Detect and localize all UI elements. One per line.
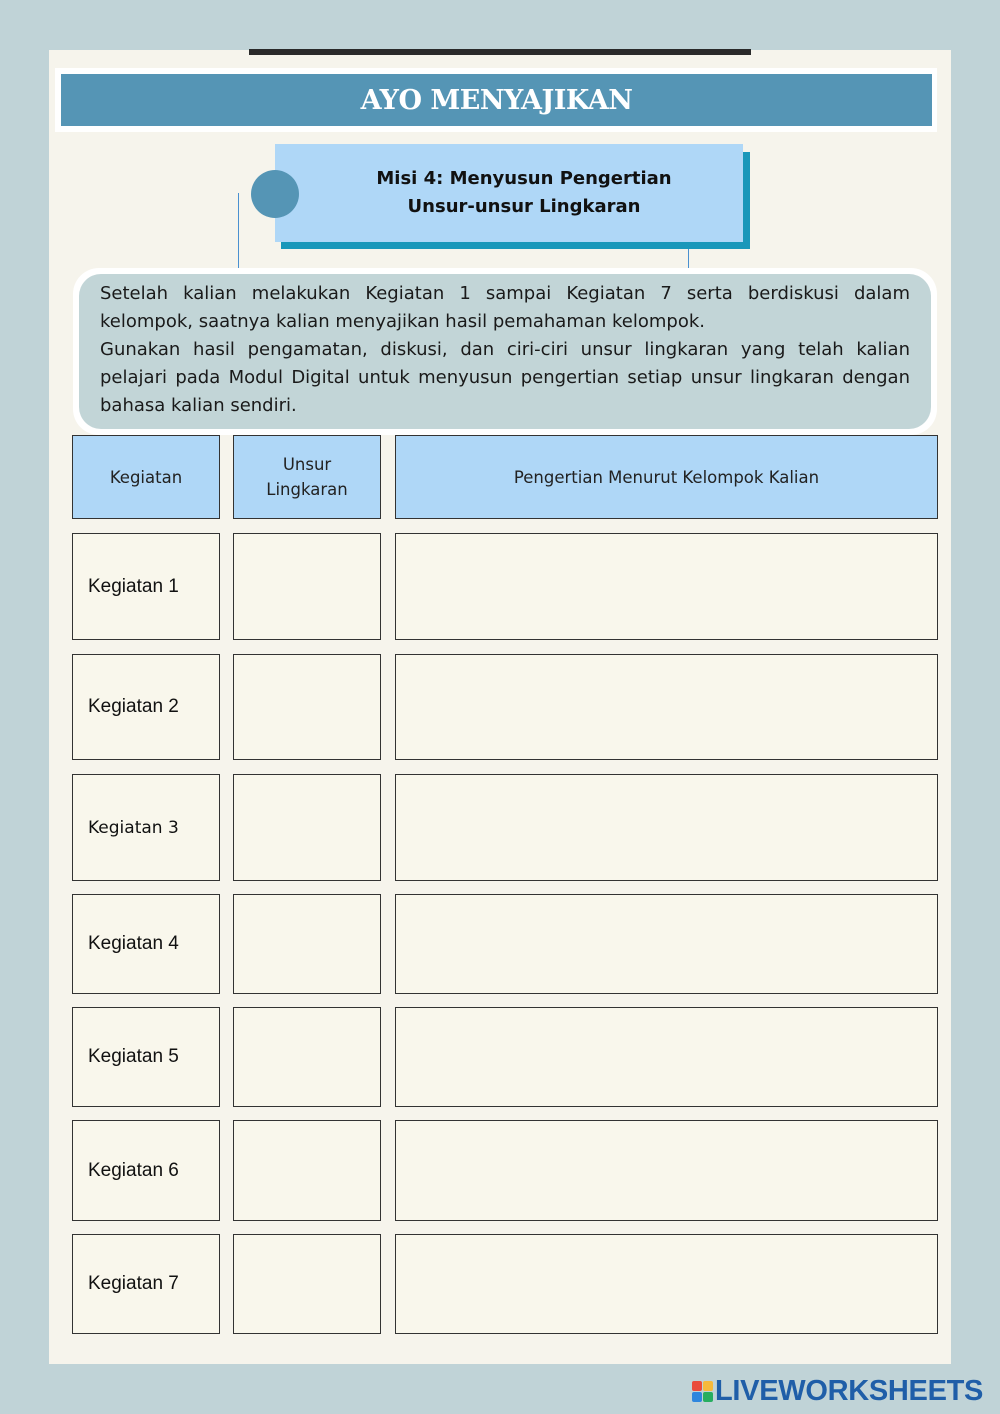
- mission-title: Misi 4: Menyusun Pengertian Unsur-unsur Lingkaran: [376, 168, 672, 217]
- unsur-input-2[interactable]: [233, 654, 381, 760]
- pengertian-input-3[interactable]: [395, 774, 938, 881]
- row-label-kegiatan-6: Kegiatan 6: [72, 1120, 220, 1221]
- pengertian-input-5[interactable]: [395, 1007, 938, 1107]
- instructions-box: [79, 274, 931, 429]
- mission-bullet-icon: [251, 170, 299, 218]
- mission-box: [275, 144, 743, 242]
- row-label-kegiatan-1: Kegiatan 1: [72, 533, 220, 640]
- liveworksheets-logo-icon: [692, 1381, 713, 1402]
- instructions-paragraph-1: Setelah kalian melakukan Kegiatan 1 sampai Kegiatan 7 serta berdiskusi dalam kelompok, saatnya kalian menyajikan hasil pemahaman kelompok.: [100, 283, 910, 332]
- header-pengertian: Pengertian Menurut Kelompok Kalian: [395, 435, 938, 519]
- logo-tile-i: [703, 1381, 713, 1391]
- row-label-kegiatan-4: Kegiatan 4: [72, 894, 220, 994]
- unsur-input-4[interactable]: [233, 894, 381, 994]
- unsur-input-7[interactable]: [233, 1234, 381, 1334]
- pengertian-input-1[interactable]: [395, 533, 938, 640]
- header-unsur-lingkaran: Unsur Lingkaran: [233, 435, 381, 519]
- row-label-kegiatan-2: Kegiatan 2: [72, 654, 220, 760]
- header-kegiatan: Kegiatan: [72, 435, 220, 519]
- page-title: AYO MENYAJIKAN: [61, 74, 932, 126]
- unsur-input-1[interactable]: [233, 533, 381, 640]
- unsur-input-6[interactable]: [233, 1120, 381, 1221]
- row-label-kegiatan-5: Kegiatan 5: [72, 1007, 220, 1107]
- pengertian-input-7[interactable]: [395, 1234, 938, 1334]
- liveworksheets-brand[interactable]: [692, 1374, 983, 1408]
- pengertian-input-6[interactable]: [395, 1120, 938, 1221]
- unsur-input-5[interactable]: [233, 1007, 381, 1107]
- logo-tile-e: [703, 1392, 713, 1402]
- instructions-paragraph-2: Gunakan hasil pengamatan, diskusi, dan ciri-ciri unsur lingkaran yang telah kalian pelajari pada Modul Digital untuk menyusun pengertian setiap unsur lingkaran dengan bahasa kalian sendiri.: [100, 339, 910, 416]
- row-label-kegiatan-7: Kegiatan 7: [72, 1234, 220, 1334]
- pengertian-input-4[interactable]: [395, 894, 938, 994]
- unsur-input-3[interactable]: [233, 774, 381, 881]
- logo-tile-l: [692, 1381, 702, 1391]
- pengertian-input-2[interactable]: [395, 654, 938, 760]
- logo-tile-v: [692, 1392, 702, 1402]
- row-label-kegiatan-3: Kegiatan 3: [72, 774, 220, 881]
- top-divider: [249, 49, 751, 55]
- brand-name: LIVEWORKSHEETS: [715, 1374, 984, 1407]
